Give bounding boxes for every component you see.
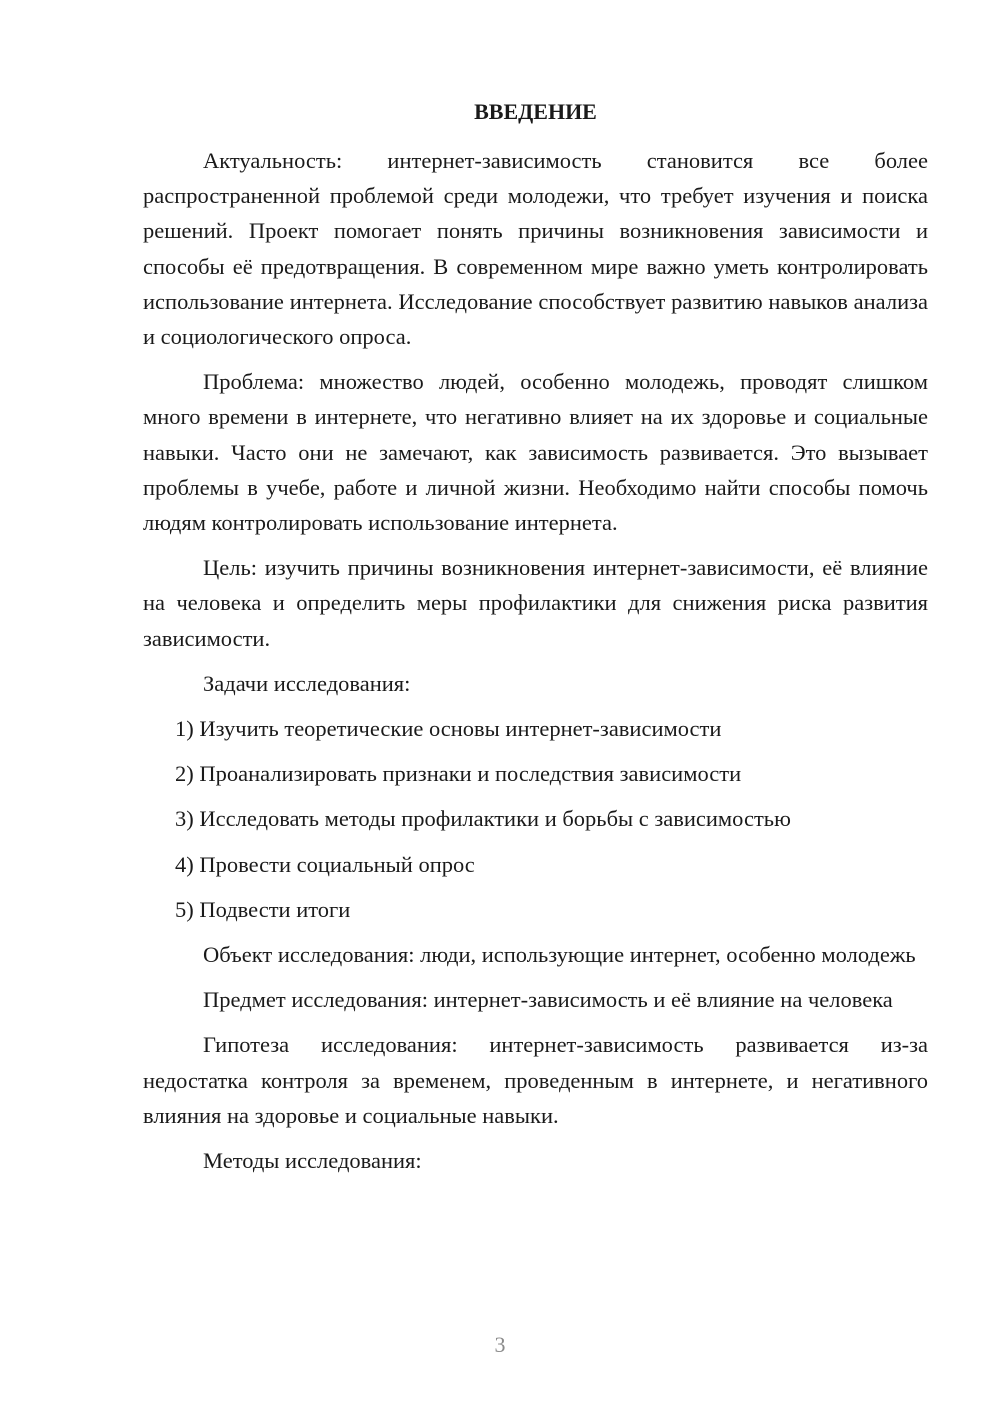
task-item-5: 5) Подвести итоги xyxy=(175,896,351,922)
subject-paragraph: Предмет исследования: интернет-зависимость и её влияние на человека xyxy=(203,987,893,1013)
task-list xyxy=(143,711,928,927)
task-item-4: 4) Провести социальный опрос xyxy=(175,851,475,877)
methods-label: Методы исследования: xyxy=(203,1148,422,1174)
task-item-2: 2) Проанализировать признаки и последствия зависимости xyxy=(175,761,742,787)
page-number: 3 xyxy=(494,1332,506,1357)
document-body xyxy=(143,143,928,1188)
relevance-paragraph: Актуальность: интернет-зависимость становится все более распространенной проблемой среди молодежи, что требует изучения и поиска решений. Проект помогает понять причины возникновения зависимости и способы её предотвращения. В современном мире важно уметь контролировать использование интернета. Исследование способствует развитию навыков анализа и социологического опроса. xyxy=(143,148,928,350)
task-item-1: 1) Изучить теоретические основы интернет-зависимости xyxy=(175,716,722,742)
object-paragraph: Объект исследования: люди, использующие интернет, особенно молодежь xyxy=(203,942,916,968)
task-item-3: 3) Исследовать методы профилактики и борьбы с зависимостью xyxy=(175,806,791,832)
section-heading: ВВЕДЕНИЕ xyxy=(474,99,597,124)
tasks-label: Задачи исследования: xyxy=(203,670,411,696)
goal-paragraph: Цель: изучить причины возникновения интернет-зависимости, её влияние на человека и определить меры профилактики для снижения риска развития зависимости. xyxy=(143,555,928,651)
hypothesis-paragraph: Гипотеза исследования: интернет-зависимость развивается из-за недостатка контроля за временем, проведенным в интернете, и негативного влияния на здоровье и социальные навыки. xyxy=(143,1032,928,1128)
problem-paragraph: Проблема: множество людей, особенно молодежь, проводят слишком много времени в интернете, что негативно влияет на их здоровье и социальные навыки. Часто они не замечают, как зависимость развивается. Это вызывает проблемы в учебе, работе и личной жизни. Необходимо найти способы помочь людям контролировать использование интернета. xyxy=(143,369,928,536)
